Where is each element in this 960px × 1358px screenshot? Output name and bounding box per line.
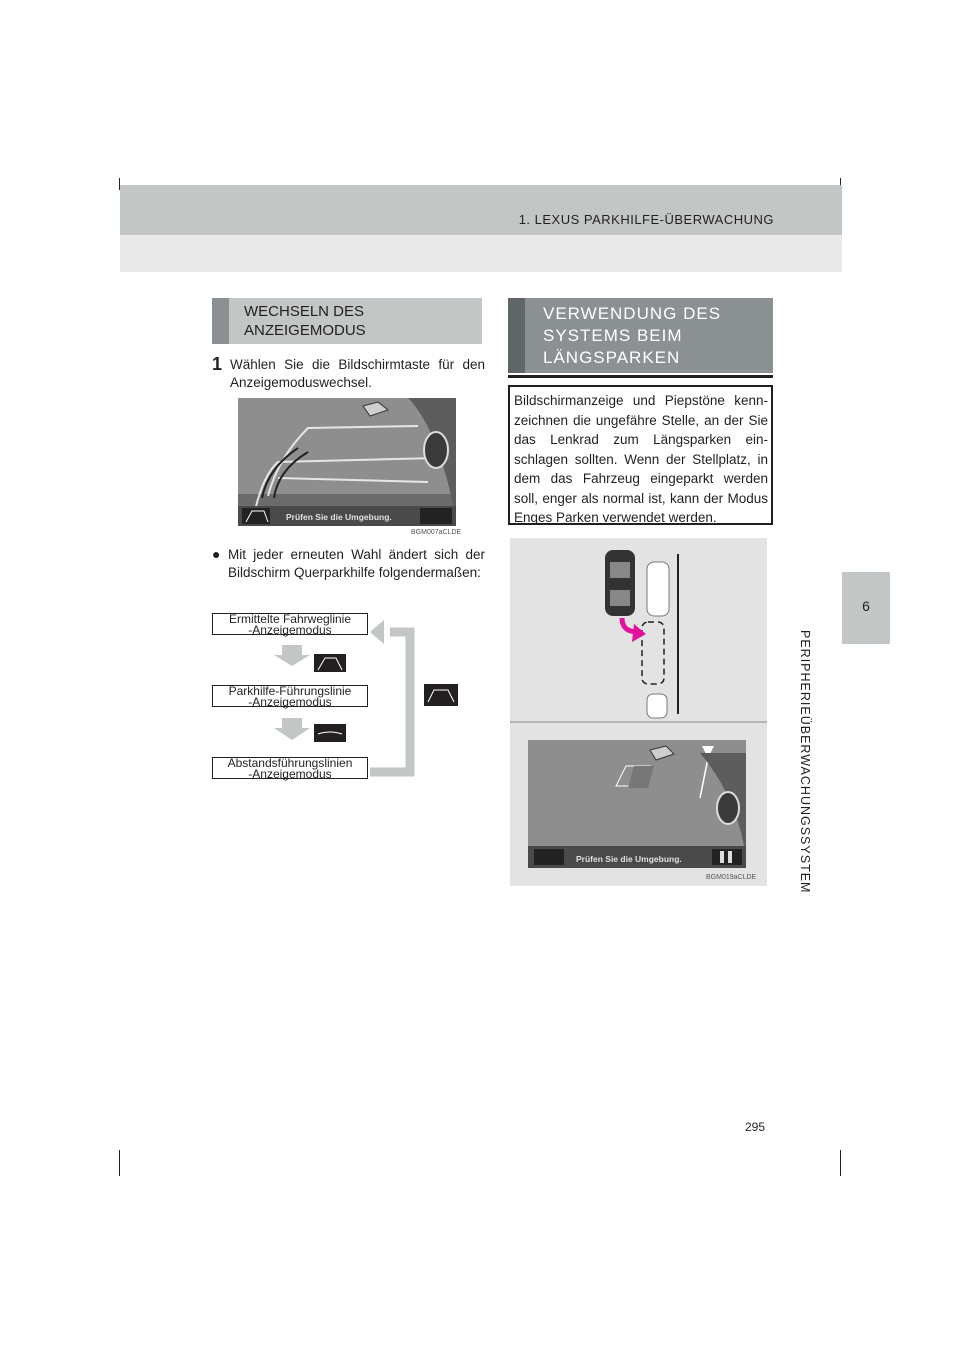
heading-rule bbox=[508, 375, 773, 378]
mode-cycle-diagram bbox=[212, 610, 482, 795]
mode-box-fahrweglinie: Ermittelte Fahrweglinie -Anzeigemodus bbox=[212, 613, 368, 635]
info-text: Bildschirmanzeige und Piepstöne kennzeichnen die ungefähre Stelle, an der Sie das Lenkrad zum Längsparken einschlagen sollten. Wenn der Stellplatz, in dem das Fahrzeug eingeparkt werden soll, enger als normal ist, kann der Modus Enges Parken verwendet werden. bbox=[514, 393, 768, 525]
chapter-label: PERIPHERIEÜBERWACHUNGSSYSTEM bbox=[798, 630, 812, 894]
step-number: 1 bbox=[212, 354, 223, 374]
bullet-icon: ● bbox=[212, 546, 221, 562]
step-text: Wählen Sie die Bildschirmtaste für den Anzeigemoduswechsel. bbox=[230, 357, 485, 390]
camera-banner: Prüfen Sie die Umgebung. bbox=[576, 854, 682, 864]
chapter-number: 6 bbox=[862, 598, 870, 614]
header-subband bbox=[120, 235, 842, 272]
running-header: 1. LEXUS PARKHILFE-ÜBERWACHUNG bbox=[518, 212, 774, 227]
image-caption: BGM019aCLDE bbox=[706, 874, 757, 881]
image-caption: BGM007aCLDE bbox=[411, 529, 462, 536]
crop-mark bbox=[840, 1150, 841, 1176]
bullet-text: Mit jeder erneuten Wahl ändert sich der Bildschirm Querparkhilfe folgendermaßen: bbox=[228, 547, 485, 580]
mode-box-abstandslinien: Abstandsführungslinien -Anzeigemodus bbox=[212, 757, 368, 779]
crop-mark bbox=[119, 1150, 120, 1176]
mode-box-fuehrungslinie: Parkhilfe-Führungslinie -Anzeigemodus bbox=[212, 685, 368, 707]
parallel-parking-illustration bbox=[510, 538, 767, 886]
camera-banner: Prüfen Sie die Umgebung. bbox=[286, 512, 392, 522]
page-number: 295 bbox=[745, 1120, 766, 1134]
camera-screen-illustration bbox=[238, 398, 456, 528]
header-band bbox=[120, 185, 842, 235]
info-box bbox=[508, 385, 773, 525]
section-heading-laengsparken: VERWENDUNG DES SYSTEMS BEIM LÄNGSPARKEN bbox=[508, 298, 773, 373]
section-heading-wechseln: WECHSELN DES ANZEIGEMODUS bbox=[212, 298, 482, 344]
